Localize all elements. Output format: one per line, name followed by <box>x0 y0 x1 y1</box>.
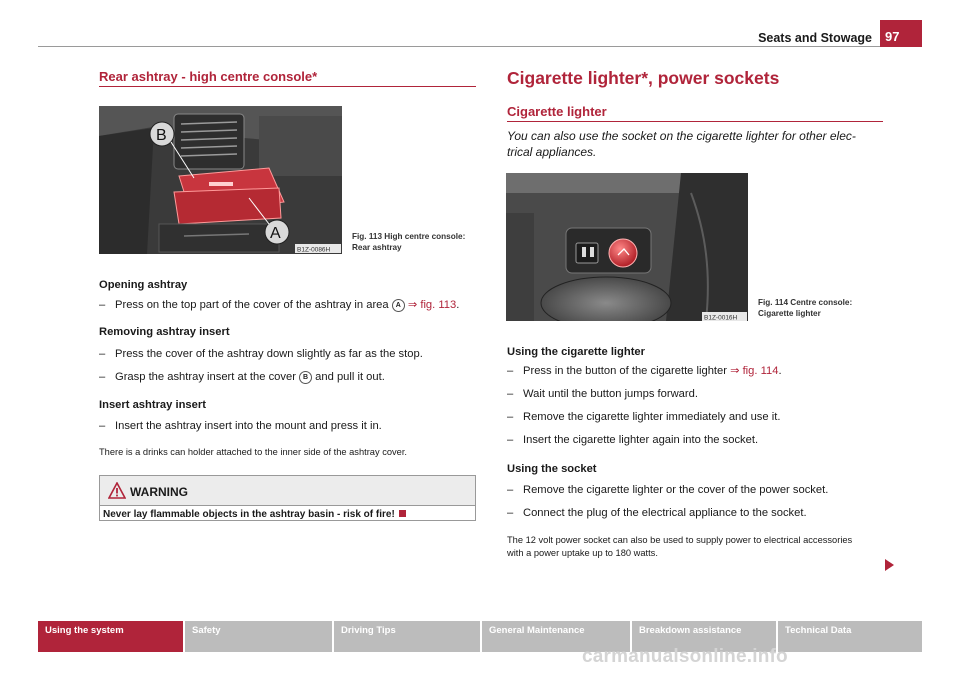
section-heading-rule <box>99 86 476 87</box>
list-dash: – <box>507 411 514 423</box>
intro-line: You can also use the socket on the cigarette lighter for other elec- <box>507 129 856 143</box>
step-end: . <box>456 299 460 311</box>
lighter-step-3 <box>507 410 780 424</box>
figure-label-b: B <box>156 127 167 144</box>
insert-step-1 <box>99 419 382 433</box>
page-number: 97 <box>880 20 922 47</box>
removing-insert-heading: Removing ashtray insert <box>99 326 230 338</box>
nav-tab-using-the-system[interactable]: Using the system <box>38 621 183 652</box>
step-text: Insert the cigarette lighter again into the socket. <box>523 434 759 446</box>
figure-caption-114 <box>758 298 852 319</box>
cover-badge: B <box>299 371 312 384</box>
warning-triangle-icon <box>108 482 126 499</box>
warning-text <box>103 509 406 520</box>
header-rule <box>38 46 922 47</box>
step-end: and pull it out. <box>315 371 385 383</box>
step-end: . <box>778 365 782 377</box>
lighter-step-2 <box>507 387 698 401</box>
opening-ashtray-heading: Opening ashtray <box>99 279 188 291</box>
using-socket-heading: Using the socket <box>507 463 597 475</box>
figure-label-a: A <box>270 225 281 242</box>
figure-code: B1Z-0086H <box>297 246 331 254</box>
lighter-step-4 <box>507 433 758 447</box>
end-square-icon <box>399 510 406 517</box>
step-text: Press the cover of the ashtray down slightly as far as the stop. <box>115 348 423 360</box>
warning-title: WARNING <box>130 485 188 499</box>
list-dash: – <box>507 388 514 400</box>
opening-step-1 <box>99 298 459 312</box>
intro-line: trical appliances. <box>507 145 597 159</box>
nav-tab-safety[interactable]: Safety <box>185 621 332 652</box>
nav-tab-technical-data[interactable]: Technical Data <box>778 621 922 652</box>
nav-tab-general-maintenance[interactable]: General Maintenance <box>482 621 630 652</box>
intro-text <box>507 128 856 160</box>
chapter-title: Seats and Stowage <box>758 31 872 45</box>
fig-113-link[interactable]: ⇒ fig. 113 <box>407 299 457 311</box>
ashtray-illustration <box>99 106 342 254</box>
list-dash: – <box>507 507 514 519</box>
socket-step-1 <box>507 483 828 497</box>
lighter-step-1 <box>507 364 782 378</box>
nav-tab-breakdown-assistance[interactable]: Breakdown assistance <box>632 621 776 652</box>
step-text: Press on the top part of the cover of the ashtray in area <box>115 299 389 311</box>
footer-nav <box>38 621 922 652</box>
caption-line: Fig. 113 High centre console: <box>352 232 466 241</box>
removing-step-1 <box>99 347 423 361</box>
caption-line: Rear ashtray <box>352 242 402 252</box>
figure-rear-ashtray <box>99 106 342 254</box>
step-text: Grasp the ashtray insert at the cover <box>115 371 296 383</box>
section-heading-cigarette-lighter: Cigarette lighter*, power sockets <box>507 68 780 88</box>
subheading-rule <box>507 121 883 122</box>
figure-code: B1Z-0016H <box>704 314 738 321</box>
figure-caption-113 <box>352 232 465 253</box>
warning-box <box>99 475 476 521</box>
continue-arrow-icon <box>885 559 894 571</box>
list-dash: – <box>507 434 514 446</box>
list-dash: – <box>99 299 106 311</box>
warning-text-content: Never lay flammable objects in the ashtray basin - risk of fire! <box>103 509 395 520</box>
list-dash: – <box>99 348 106 360</box>
subheading-cigarette-lighter: Cigarette lighter <box>507 104 607 119</box>
note-line: with a power uptake up to 180 watts. <box>507 548 658 558</box>
socket-step-2 <box>507 506 807 520</box>
list-dash: – <box>99 371 106 383</box>
figure-cigarette-lighter <box>506 173 748 321</box>
watermark: carmanualsonline.info <box>582 646 788 667</box>
removing-step-2 <box>99 370 385 384</box>
step-text: Connect the plug of the electrical appliance to the socket. <box>523 507 807 519</box>
list-dash: – <box>507 365 514 377</box>
caption-line: Cigarette lighter <box>758 308 821 318</box>
list-dash: – <box>99 420 106 432</box>
warning-header <box>100 476 475 506</box>
caption-line: Fig. 114 Centre console: <box>758 298 853 307</box>
drinks-holder-note: There is a drinks can holder attached to the inner side of the ashtray cover. <box>99 447 408 457</box>
section-heading-rear-ashtray: Rear ashtray - high centre console* <box>99 69 318 84</box>
area-badge: A <box>392 299 405 312</box>
using-lighter-heading: Using the cigarette lighter <box>507 346 646 358</box>
step-text: Insert the ashtray insert into the mount and press it in. <box>115 420 382 432</box>
step-text: Wait until the button jumps forward. <box>523 388 698 400</box>
step-text: Remove the cigarette lighter immediately and use it. <box>523 411 781 423</box>
step-text: Press in the button of the cigarette lighter <box>523 365 727 377</box>
power-socket-note <box>507 534 852 560</box>
fig-114-link[interactable]: ⇒ fig. 114 <box>730 365 779 377</box>
note-line: The 12 volt power socket can also be used to supply power to electrical accessories <box>507 535 853 545</box>
lighter-illustration <box>506 173 748 321</box>
step-text: Remove the cigarette lighter or the cover of the power socket. <box>523 484 829 496</box>
nav-tab-driving-tips[interactable]: Driving Tips <box>334 621 480 652</box>
insert-ashtray-heading: Insert ashtray insert <box>99 399 206 411</box>
list-dash: – <box>507 484 514 496</box>
